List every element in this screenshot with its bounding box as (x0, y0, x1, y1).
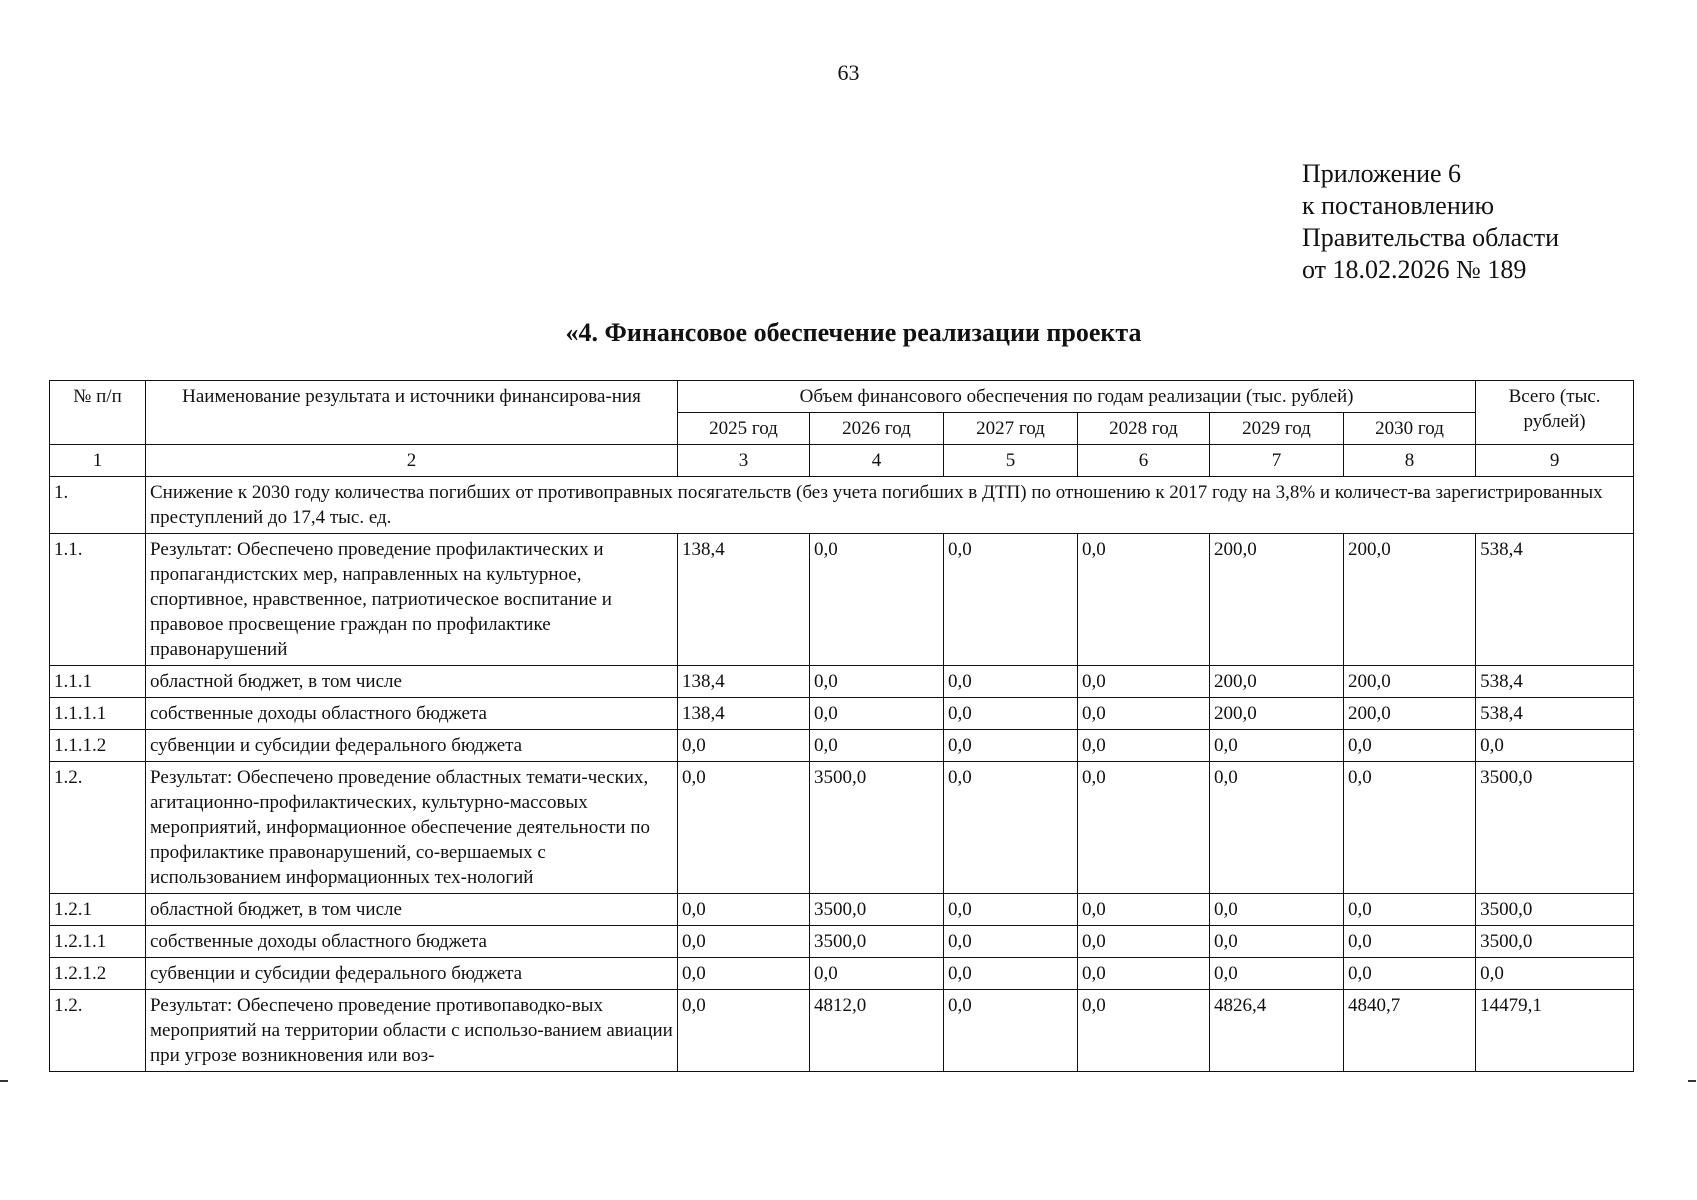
row-year-value: 0,0 (1344, 926, 1476, 958)
row-year-value: 0,0 (1210, 958, 1344, 990)
table-row (50, 666, 1634, 698)
row-year-value: 0,0 (944, 990, 1078, 1072)
row-year-value: 0,0 (1344, 894, 1476, 926)
column-number: 6 (1078, 445, 1210, 477)
row-total-value: 0,0 (1476, 958, 1634, 990)
row-year-value: 0,0 (944, 926, 1078, 958)
row-total-value: 538,4 (1476, 698, 1634, 730)
appendix-line: Правительства области (1302, 223, 1560, 252)
row-year-value: 3500,0 (810, 926, 944, 958)
table-row (50, 762, 1634, 894)
row-year-value: 0,0 (944, 894, 1078, 926)
section-text: Снижение к 2030 году количества погибших от противоправных посягательств (без учета погибших в ДТП) по отношению к 2017 году на 3,8% и количест-ва зарегистрированных преступлений до 17,4 тыс. ед. (146, 477, 1634, 534)
row-year-value: 0,0 (1210, 894, 1344, 926)
header-row (50, 381, 1634, 413)
header-year: 2025 год (678, 413, 810, 445)
row-year-value: 138,4 (678, 698, 810, 730)
section-row (50, 477, 1634, 534)
row-year-value: 200,0 (1344, 698, 1476, 730)
row-number: 1.1. (50, 534, 146, 666)
row-total-value: 3500,0 (1476, 762, 1634, 894)
row-year-value: 0,0 (1344, 762, 1476, 894)
scan-edge-mark (0, 1080, 8, 1082)
header-year: 2027 год (944, 413, 1078, 445)
row-total-value: 14479,1 (1476, 990, 1634, 1072)
row-year-value: 0,0 (678, 730, 810, 762)
row-name: собственные доходы областного бюджета (146, 698, 678, 730)
row-number: 1.2.1.2 (50, 958, 146, 990)
row-year-value: 0,0 (678, 926, 810, 958)
appendix-line: Приложение 6 (1302, 159, 1462, 188)
row-year-value: 3500,0 (810, 894, 944, 926)
row-year-value: 0,0 (1078, 534, 1210, 666)
row-number: 1.1.1 (50, 666, 146, 698)
row-year-value: 0,0 (810, 698, 944, 730)
row-year-value: 0,0 (1078, 958, 1210, 990)
row-year-value: 3500,0 (810, 762, 944, 894)
row-year-value: 4812,0 (810, 990, 944, 1072)
header-year: 2028 год (1078, 413, 1210, 445)
row-number: 1.1.1.1 (50, 698, 146, 730)
row-name: собственные доходы областного бюджета (146, 926, 678, 958)
header-volume: Объем финансового обеспечения по годам реализации (тыс. рублей) (678, 381, 1476, 413)
row-year-value: 0,0 (944, 958, 1078, 990)
row-year-value: 0,0 (1078, 990, 1210, 1072)
row-year-value: 0,0 (1078, 666, 1210, 698)
scan-edge-mark (1688, 1080, 1696, 1082)
row-name: областной бюджет, в том числе (146, 894, 678, 926)
row-year-value: 4840,7 (1344, 990, 1476, 1072)
header-name: Наименование результата и источники финансирова-ния (146, 381, 678, 445)
row-total-value: 3500,0 (1476, 894, 1634, 926)
section-num: 1. (50, 477, 146, 534)
row-number: 1.1.1.2 (50, 730, 146, 762)
row-year-value: 0,0 (944, 730, 1078, 762)
appendix-line: от 18.02.2026 № 189 (1302, 255, 1527, 284)
row-year-value: 0,0 (1210, 926, 1344, 958)
row-year-value: 0,0 (944, 698, 1078, 730)
row-year-value: 0,0 (678, 762, 810, 894)
row-year-value: 200,0 (1344, 666, 1476, 698)
column-number-row (50, 445, 1634, 477)
row-total-value: 538,4 (1476, 666, 1634, 698)
row-year-value: 0,0 (944, 762, 1078, 894)
row-total-value: 538,4 (1476, 534, 1634, 666)
row-year-value: 0,0 (1210, 762, 1344, 894)
row-year-value: 200,0 (1210, 698, 1344, 730)
column-number: 1 (50, 445, 146, 477)
row-name: субвенции и субсидии федерального бюджета (146, 958, 678, 990)
table-row (50, 534, 1634, 666)
row-total-value: 0,0 (1476, 730, 1634, 762)
row-year-value: 0,0 (810, 534, 944, 666)
row-year-value: 0,0 (1078, 926, 1210, 958)
table-row (50, 926, 1634, 958)
header-total: Всего (тыс. рублей) (1476, 381, 1634, 445)
column-number: 9 (1476, 445, 1634, 477)
row-name: субвенции и субсидии федерального бюджета (146, 730, 678, 762)
row-year-value: 0,0 (1078, 894, 1210, 926)
row-number: 1.2. (50, 990, 146, 1072)
row-year-value: 0,0 (810, 666, 944, 698)
row-year-value: 200,0 (1210, 666, 1344, 698)
page-number: 63 (837, 60, 860, 85)
appendix-line: к постановлению (1302, 191, 1495, 220)
row-number: 1.2.1.1 (50, 926, 146, 958)
appendix-block (1302, 158, 1559, 286)
header-year: 2030 год (1344, 413, 1476, 445)
table-row (50, 894, 1634, 926)
row-year-value: 0,0 (678, 958, 810, 990)
row-name: Результат: Обеспечено проведение противопаводко-вых мероприятий на территории области с использо-ванием авиации при угрозе возникновения или воз- (146, 990, 678, 1072)
row-year-value: 0,0 (944, 534, 1078, 666)
row-year-value: 0,0 (1344, 730, 1476, 762)
table-row (50, 990, 1634, 1072)
header-year: 2029 год (1210, 413, 1344, 445)
row-year-value: 0,0 (1078, 698, 1210, 730)
row-year-value: 200,0 (1210, 534, 1344, 666)
column-number: 7 (1210, 445, 1344, 477)
table-row (50, 698, 1634, 730)
row-year-value: 0,0 (1210, 730, 1344, 762)
column-number: 4 (810, 445, 944, 477)
column-number: 3 (678, 445, 810, 477)
header-year: 2026 год (810, 413, 944, 445)
row-number: 1.2.1 (50, 894, 146, 926)
column-number: 5 (944, 445, 1078, 477)
column-number: 8 (1344, 445, 1476, 477)
row-year-value: 4826,4 (1210, 990, 1344, 1072)
row-year-value: 138,4 (678, 666, 810, 698)
row-year-value: 0,0 (944, 666, 1078, 698)
row-name: Результат: Обеспечено проведение профилактических и пропагандистских мер, направленных на культурное, спортивное, нравственное, патриотическое воспитание и правовое просвещение граждан по профилактике правонарушений (146, 534, 678, 666)
financing-table (49, 380, 1634, 1072)
row-year-value: 0,0 (678, 894, 810, 926)
row-name: областной бюджет, в том числе (146, 666, 678, 698)
column-number: 2 (146, 445, 678, 477)
row-year-value: 0,0 (1344, 958, 1476, 990)
table-row (50, 730, 1634, 762)
row-year-value: 0,0 (810, 730, 944, 762)
row-year-value: 0,0 (810, 958, 944, 990)
document-title: «4. Финансовое обеспечение реализации проекта (565, 318, 1142, 347)
row-number: 1.2. (50, 762, 146, 894)
row-year-value: 200,0 (1344, 534, 1476, 666)
row-year-value: 0,0 (678, 990, 810, 1072)
table-row (50, 958, 1634, 990)
header-num: № п/п (50, 381, 146, 445)
row-year-value: 0,0 (1078, 762, 1210, 894)
row-name: Результат: Обеспечено проведение областных темати-ческих, агитационно-профилактических, культурно-массовых мероприятий, информационное обеспечение деятельности по профилактике правонарушений, со-вершаемых с использованием информационных тех-нологий (146, 762, 678, 894)
row-year-value: 0,0 (1078, 730, 1210, 762)
row-year-value: 138,4 (678, 534, 810, 666)
row-total-value: 3500,0 (1476, 926, 1634, 958)
